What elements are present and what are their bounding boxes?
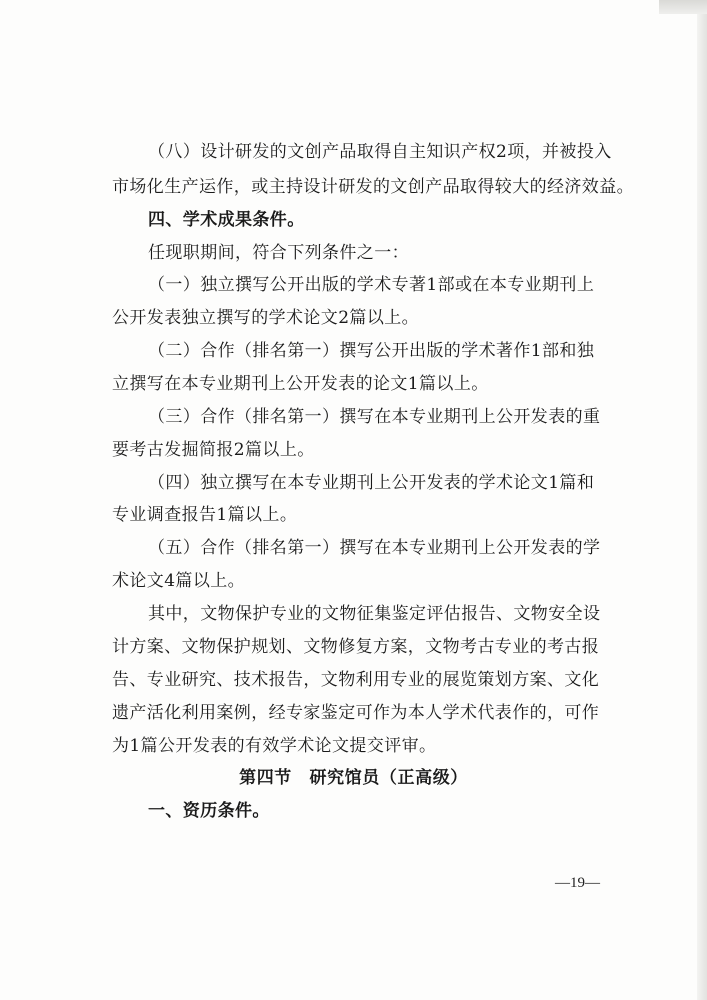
paragraph-line: 专业调查报告1篇以上。 [112, 505, 298, 525]
scan-edge [697, 0, 707, 1000]
scan-corner-shadow [659, 0, 707, 14]
section-heading: 第四节 研究馆员（正高级） [239, 768, 468, 788]
paragraph-line: （四）独立撰写在本专业期刊上公开发表的学术论文1篇和 [148, 473, 595, 493]
paragraph-line: 为1篇公开发表的有效学术论文提交评审。 [112, 736, 437, 756]
paragraph-line: 计方案、文物保护规划、文物修复方案，文物考古专业的考古报 [112, 637, 600, 657]
paragraph-line: （二）合作（排名第一）撰写公开出版的学术著作1部和独 [148, 341, 595, 361]
section-subheading: 一、资历条件。 [148, 801, 270, 821]
paragraph-line: （五）合作（排名第一）撰写在本专业期刊上公开发表的学 [148, 538, 601, 558]
paragraph-line: 术论文4篇以上。 [112, 571, 246, 591]
page-number: —19— [555, 875, 600, 891]
paragraph-line: 其中，文物保护专业的文物征集鉴定评估报告、文物安全设 [148, 604, 601, 624]
paragraph-line: （八）设计研发的文创产品取得自主知识产权2项，并被投入 [148, 142, 612, 162]
paragraph-line: 遗产活化利用案例，经专家鉴定可作为本人学术代表作的，可作 [112, 703, 600, 723]
paragraph-line: 公开发表独立撰写的学术论文2篇以上。 [112, 308, 420, 328]
paragraph-line: 任现职期间，符合下列条件之一： [148, 243, 409, 263]
paragraph-line: 立撰写在本专业期刊上公开发表的论文1篇以上。 [112, 374, 489, 394]
paragraph-line: 告、专业研究、技术报告，文物利用专业的展览策划方案、文化 [112, 670, 600, 690]
section-subheading: 四、学术成果条件。 [148, 210, 305, 230]
paragraph-line: 要考古发掘简报2篇以上。 [112, 440, 315, 460]
paragraph-line: （一）独立撰写公开出版的学术专著1部或在本专业期刊上 [148, 275, 595, 295]
paragraph-line: （三）合作（排名第一）撰写在本专业期刊上公开发表的重 [148, 407, 601, 427]
paragraph-line: 市场化生产运作，或主持设计研发的文创产品取得较大的经济效益。 [112, 177, 634, 197]
